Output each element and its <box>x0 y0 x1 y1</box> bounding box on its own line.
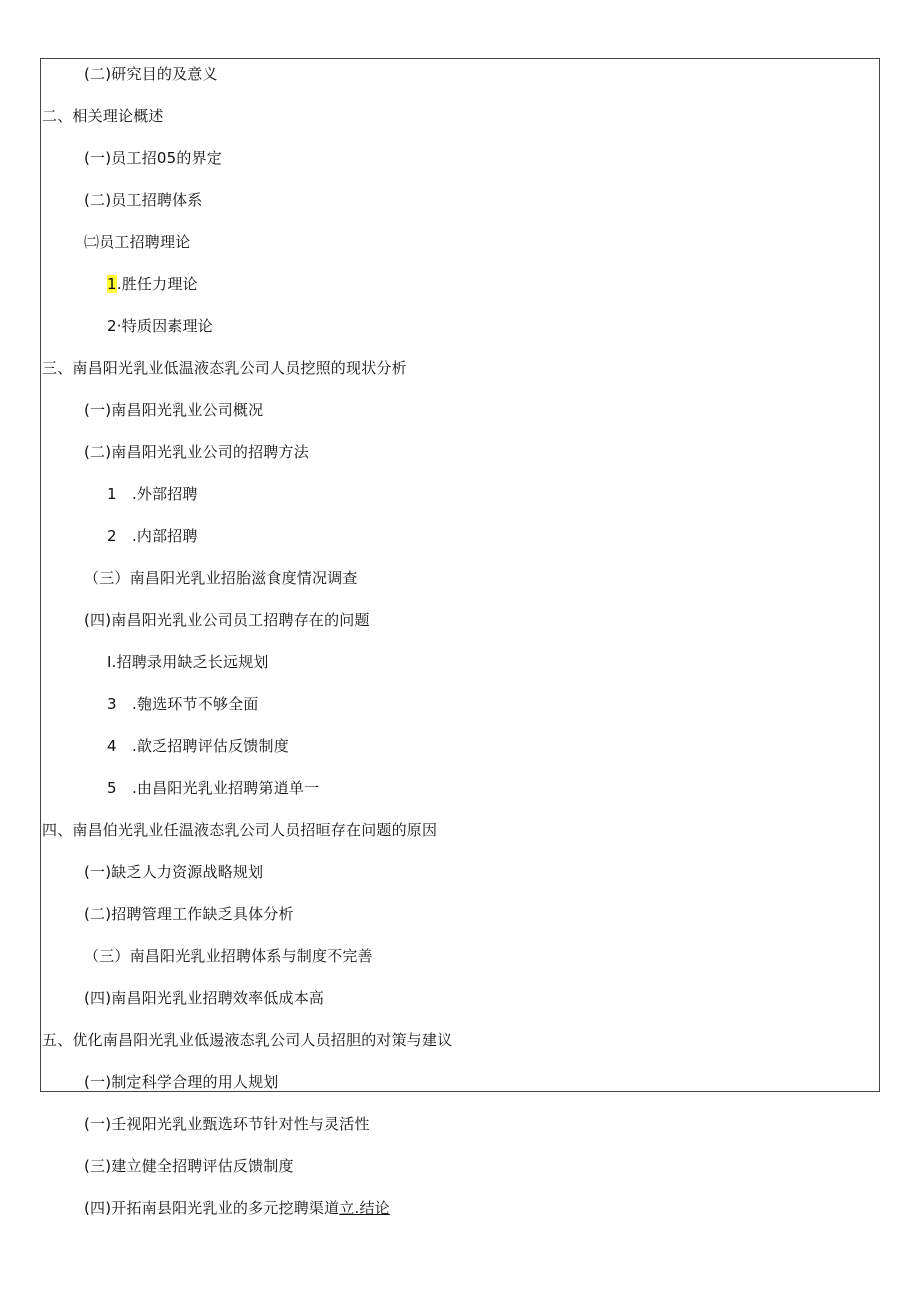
outline-subitem: 1 .外部招聘 <box>107 485 198 503</box>
outline-subitem: 3 .匏选环节不够全面 <box>107 695 259 713</box>
outline-item: (一)制定科学合理的用人规划 <box>84 1073 279 1091</box>
outline-item: （三）南昌阳光乳业招胎滋食度情况调查 <box>84 569 358 587</box>
outline-item: (二)南昌阳光乳业公司的招聘方法 <box>84 443 309 461</box>
outline-item: (三)建立健全招聘评估反馈制度 <box>84 1157 294 1175</box>
section-heading: 二、相关理论概述 <box>42 107 164 125</box>
outline-item: (一)南昌阳光乳业公司概况 <box>84 401 264 419</box>
outline-subitem: 2 .内部招聘 <box>107 527 198 545</box>
outline-item: (一)壬视阳光乳业甄选环节针对性与灵活性 <box>84 1115 370 1133</box>
outline-subitem: 2·特质因素理论 <box>107 317 213 335</box>
outline-item: （三）南昌阳光乳业招聘体系与制度不完善 <box>84 947 373 965</box>
outline-subitem: 4 .歆乏招聘评估反馈制度 <box>107 737 289 755</box>
outline-item: (二)招聘管理工作缺乏具体分析 <box>84 905 294 923</box>
outline-item: (一)缺乏人力资源战略规划 <box>84 863 264 881</box>
highlighted-number: 1 <box>107 275 117 293</box>
section-heading: 三、南昌阳光乳业低温液态乳公司人员挖照的现状分析 <box>42 359 407 377</box>
outline-item: (一)员工招05的界定 <box>84 149 222 167</box>
outline-item: ㈡员工招聘理论 <box>84 233 191 251</box>
outline-subitem-text: .胜任力理论 <box>116 275 198 293</box>
outline-item <box>84 1198 390 1218</box>
outline-subitem <box>107 274 198 294</box>
outline-item: (二)员工招聘体系 <box>84 191 203 209</box>
outline-subitem: 5 .由昌阳光乳业招聘第逍单一 <box>107 779 320 797</box>
outline-item-text: (四)开拓南县阳光乳业的多元挖聘渠道 <box>84 1199 340 1217</box>
outline-item: (四)南昌阳光乳业公司员工招聘存在的问题 <box>84 611 370 629</box>
outline-subitem: I.招聘录用缺乏长远规划 <box>107 653 269 671</box>
section-heading: 五、优化南昌阳光乳业低逿液态乳公司人员招胆的对策与建议 <box>42 1031 453 1049</box>
outline-item: (二)研究目的及意义 <box>84 65 218 83</box>
outline-item: (四)南昌阳光乳业招聘效率低成本高 <box>84 989 325 1007</box>
section-heading: 四、南昌伯光乳业任温液态乳公司人员招晅存在问题的原因 <box>42 821 438 839</box>
underlined-text: 立.结论 <box>339 1199 390 1217</box>
